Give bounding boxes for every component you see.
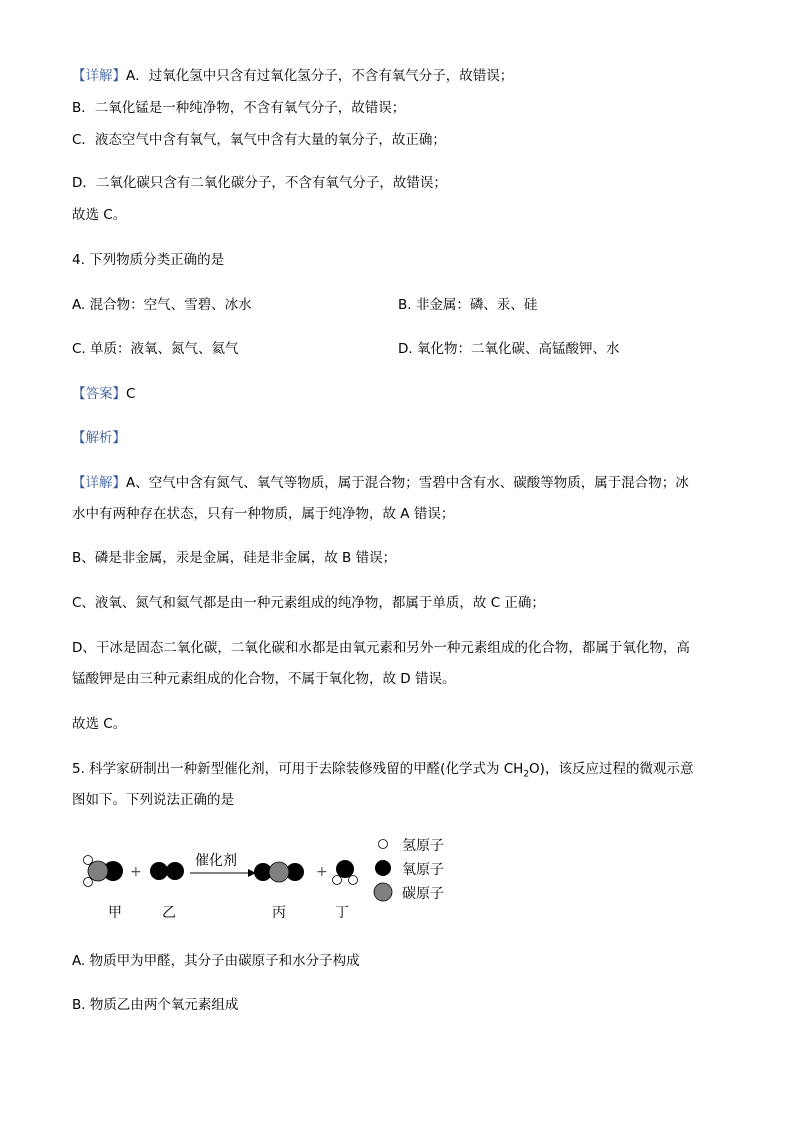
legend-hydrogen-label: 氢原子 <box>402 838 444 854</box>
hydrogen-atom <box>84 856 93 865</box>
q4-conclusion: 故选 C。 <box>72 716 127 732</box>
q4-detail-c: C、液氧、氮气和氦气都是由一种元素组成的纯净物，都属于单质，故 C 正确； <box>72 595 545 611</box>
oxygen-atom <box>336 860 354 878</box>
q4-detail-d2: 锰酸钾是由三种元素组成的化合物，不属于氧化物，故 D 错误。 <box>72 671 456 687</box>
carbon-atom <box>88 861 108 881</box>
molecule-yi <box>150 862 184 880</box>
reaction-diagram <box>80 828 460 928</box>
detail-text: A、空气中含有氮气、氧气等物质，属于混合物；雪碧中含有水、碳酸等物质，属于混合物；冰 <box>126 475 689 491</box>
legend-hydrogen-icon <box>379 840 388 849</box>
hydrogen-atom <box>333 876 342 885</box>
label-bing: 丙 <box>272 905 286 921</box>
molecule-bing <box>254 862 304 882</box>
stem-text: O)，该反应过程的微观示意 <box>529 761 694 777</box>
answer-tag: 【答案】 <box>72 386 126 402</box>
label-yi: 乙 <box>162 905 176 921</box>
q5-stem-line2: 图如下。下列说法正确的是 <box>72 792 234 808</box>
q5-stem-line1 <box>72 760 693 784</box>
q4-option-b: B. 非金属：磷、汞、硅 <box>398 297 538 313</box>
q4-detail-a2: 水中有两种存在状态，只有一种物质，属于纯净物，故 A 错误； <box>72 506 455 522</box>
legend-carbon-icon <box>374 883 392 901</box>
oxygen-atom <box>166 862 184 880</box>
q3-detail-b: B．二氧化锰是一种纯净物，不含有氧气分子，故错误； <box>72 100 406 116</box>
legend-carbon-label: 碳原子 <box>402 886 444 902</box>
plus-sign-2: + <box>316 864 328 880</box>
subscript: 2 <box>523 769 530 780</box>
hydrogen-atom <box>349 876 358 885</box>
detail-text: A．过氧化氢中只含有过氧化氢分子，不含有氧气分子，故错误； <box>126 68 514 84</box>
detail-tag: 【详解】 <box>72 475 126 491</box>
q4-option-d: D. 氧化物：二氧化碳、高锰酸钾、水 <box>398 341 620 357</box>
q4-detail-d1: D、干冰是固态二氧化碳，二氧化碳和水都是由氧元素和另外一种元素组成的化合物，都属于氧化物，高 <box>72 640 690 656</box>
label-jia: 甲 <box>108 905 122 921</box>
oxygen-atom <box>150 862 168 880</box>
legend-oxygen-icon <box>375 860 391 876</box>
q4-detail-a1 <box>72 474 689 492</box>
label-ding: 丁 <box>335 905 349 921</box>
q4-answer <box>72 385 135 403</box>
q4-option-c: C. 单质：液氧、氮气、氦气 <box>72 341 239 357</box>
q5-option-b: B. 物质乙由两个氧元素组成 <box>72 997 239 1013</box>
legend-oxygen-label: 氧原子 <box>402 862 444 878</box>
q4-analysis-tag: 【解析】 <box>72 430 126 446</box>
molecule-jia <box>84 856 124 887</box>
detail-tag: 【详解】 <box>72 68 126 84</box>
molecule-ding <box>333 860 358 885</box>
q4-stem: 4. 下列物质分类正确的是 <box>72 252 225 268</box>
q5-option-a: A. 物质甲为甲醛，其分子由碳原子和水分子构成 <box>72 953 360 969</box>
q4-detail-b: B、磷是非金属，汞是金属，硅是非金属，故 B 错误； <box>72 550 397 566</box>
q3-detail-c: C．液态空气中含有氧气，氧气中含有大量的氧分子，故正确； <box>72 132 446 148</box>
hydrogen-atom <box>84 878 93 887</box>
q4-option-a: A. 混合物：空气、雪碧、冰水 <box>72 297 252 313</box>
stem-text: 5. 科学家研制出一种新型催化剂，可用于去除装修残留的甲醛(化学式为 CH <box>72 761 524 777</box>
plus-sign-1: + <box>130 864 142 880</box>
q3-conclusion: 故选 C。 <box>72 207 127 223</box>
q3-detail-a <box>72 67 513 85</box>
q3-detail-d: D．二氧化碳只含有二氧化碳分子，不含有氧气分子，故错误； <box>72 175 447 191</box>
answer-value: C <box>126 386 136 402</box>
carbon-atom <box>269 862 289 882</box>
catalyst-label: 催化剂 <box>195 853 237 869</box>
